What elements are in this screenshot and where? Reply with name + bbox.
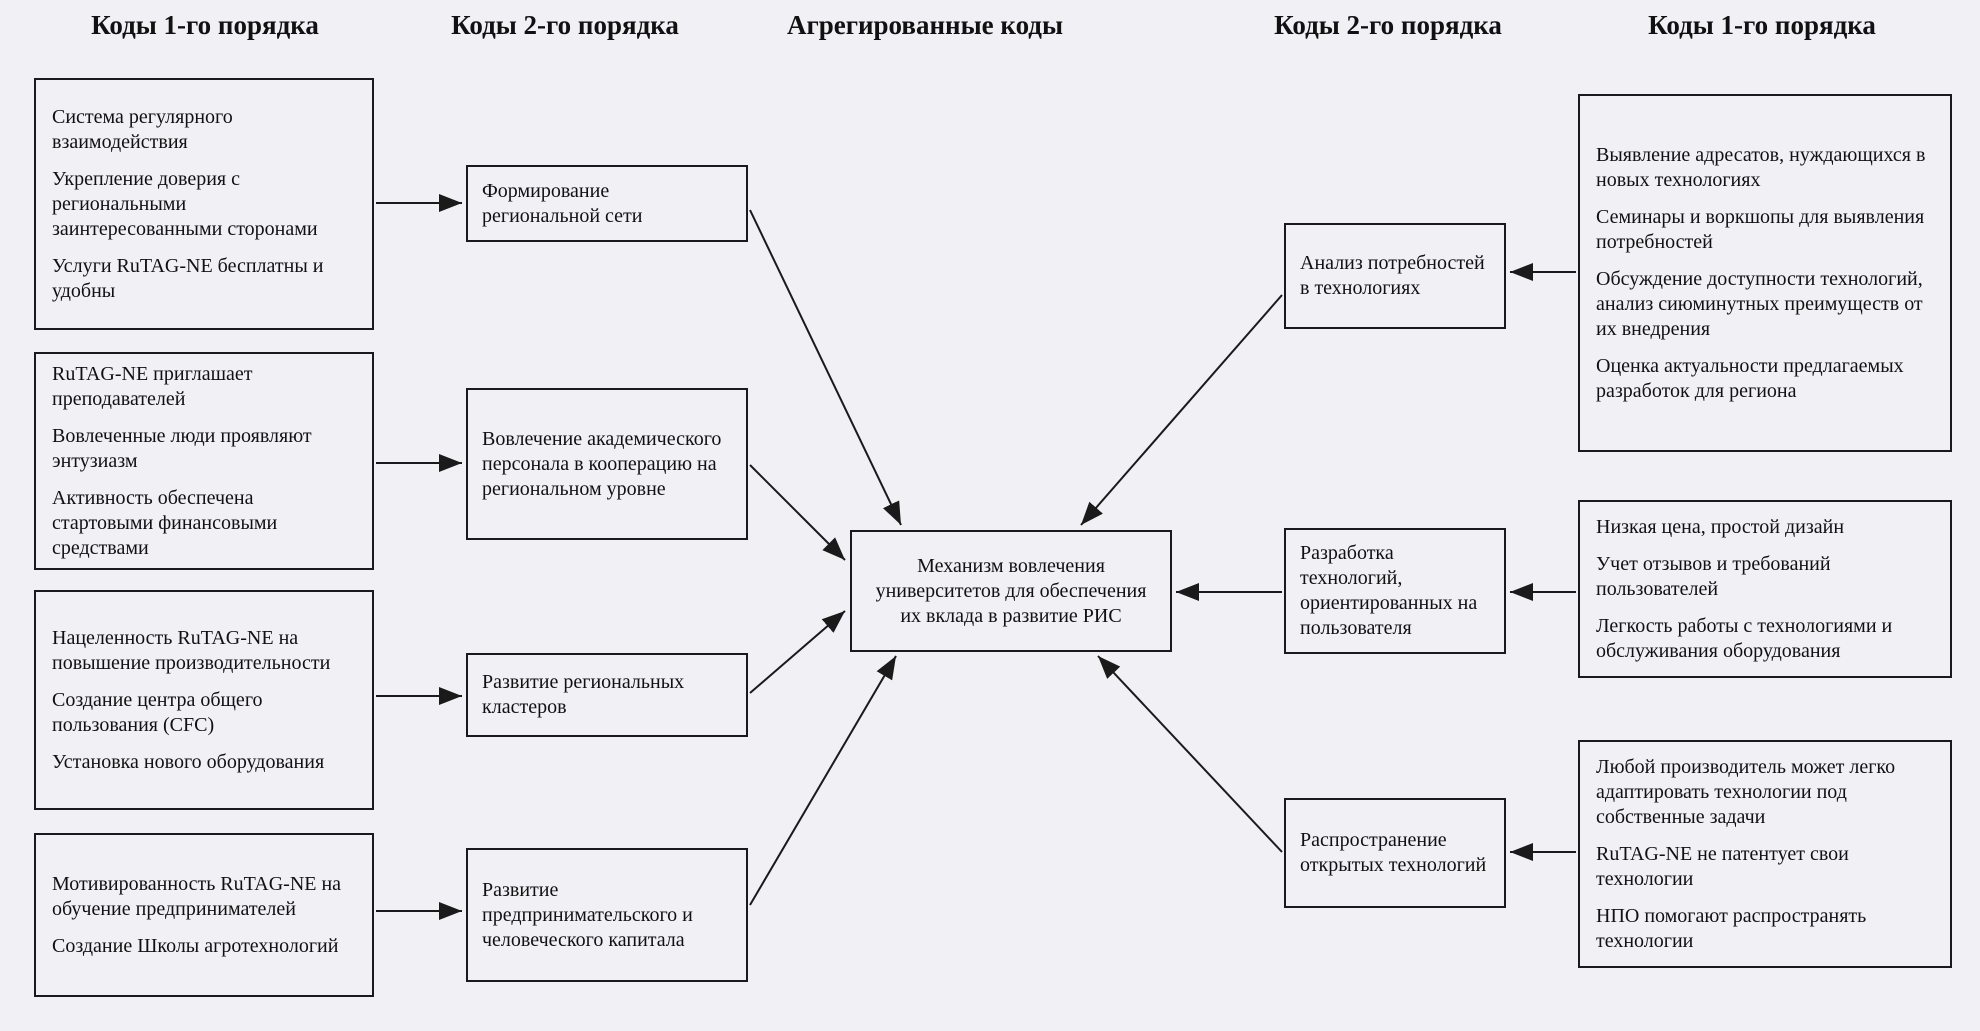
code-label: Развитие региональных кластеров: [482, 671, 685, 718]
second-order-right-box-2: [1284, 528, 1506, 654]
header-second-order-right: Коды 2-го порядка: [1274, 10, 1502, 40]
header-aggregated: Агрегированные коды: [786, 10, 1064, 40]
first-order-left-box-4: [34, 833, 374, 997]
code-item: Семинары и воркшопы для выявления потребностей: [1596, 205, 1925, 253]
code-item: Оценка актуальности предлагаемых разработок для региона: [1596, 354, 1904, 402]
code-label: Формирование региональной сети: [482, 179, 643, 227]
arrow-analysis-to-aggregated: [1081, 295, 1282, 525]
first-order-left-box-3: [34, 590, 374, 810]
code-item: Мотивированность RuTAG-NE на обучение предпринимателей: [52, 872, 342, 920]
second-order-left-box-1: [466, 165, 748, 242]
first-order-left-box-2: [34, 352, 374, 570]
code-item: НПО помогают распространять технологии: [1596, 904, 1867, 952]
code-label: Развитие предпринимательского и человеческого капитала: [482, 878, 693, 951]
code-item: Услуги RuTAG-NE бесплатны и удобны: [52, 254, 324, 302]
code-item: Обсуждение доступности технологий, анализ сиюминутных преимуществ от их внедрения: [1596, 267, 1923, 340]
code-label: Разработка технологий, ориентированных на пользователя: [1300, 542, 1478, 639]
code-item: Вовлеченные люди проявляют энтузиазм: [52, 424, 312, 472]
code-item: Нацеленность RuTAG-NE на повышение производительности: [52, 626, 331, 674]
code-item: Любой производитель может легко адаптировать технологии под собственные задачи: [1596, 755, 1896, 828]
arrow-second2-to-aggregated: [750, 465, 845, 560]
code-item: Создание Школы агротехнологий: [52, 934, 339, 957]
header-second-order-left: Коды 2-го порядка: [451, 10, 679, 40]
first-order-right-box-3: [1578, 740, 1952, 968]
code-item: Учет отзывов и требований пользователей: [1596, 552, 1831, 600]
code-item: Легкость работы с технологиями и обслуживания оборудования: [1596, 614, 1893, 662]
code-label: Распространение открытых технологий: [1300, 829, 1487, 876]
code-item: Система регулярного взаимодействия: [52, 105, 233, 153]
first-order-left-box-1: [34, 78, 374, 330]
code-label: Анализ потребностей в технологиях: [1300, 252, 1485, 299]
arrow-second1-to-aggregated: [750, 210, 901, 525]
code-item: Активность обеспечена стартовыми финансовыми средствами: [52, 486, 278, 559]
second-order-left-box-2: [466, 388, 748, 540]
header-first-order-right: Коды 1-го порядка: [1648, 10, 1876, 40]
second-order-right-box-1: [1284, 223, 1506, 329]
arrow-second4-to-aggregated: [750, 656, 896, 905]
second-order-right-box-3: [1284, 798, 1506, 908]
aggregated-code-box: [850, 530, 1172, 652]
code-item: Установка нового оборудования: [52, 750, 325, 773]
aggregated-code-label: Механизм вовлечения университетов для обеспечения их вклада в развитие РИС: [875, 554, 1147, 627]
second-order-left-box-4: [466, 848, 748, 982]
code-item: RuTAG-NE приглашает преподавателей: [52, 362, 253, 410]
header-first-order-left: Коды 1-го порядка: [91, 10, 319, 40]
first-order-right-box-1: [1578, 94, 1952, 452]
arrow-dissemination-to-aggregated: [1098, 656, 1282, 852]
arrow-second3-to-aggregated: [750, 611, 845, 693]
code-item: Низкая цена, простой дизайн: [1596, 515, 1845, 538]
code-item: Выявление адресатов, нуждающихся в новых технологиях: [1596, 143, 1926, 191]
code-item: Укрепление доверия с региональными заинтересованными сторонами: [52, 167, 318, 240]
first-order-right-box-2: [1578, 500, 1952, 678]
second-order-left-box-3: [466, 653, 748, 737]
code-item: Создание центра общего пользования (CFC): [52, 688, 263, 736]
code-item: RuTAG-NE не патентует свои технологии: [1596, 842, 1849, 890]
code-label: Вовлечение академического персонала в кооперацию на региональном уровне: [482, 427, 722, 500]
